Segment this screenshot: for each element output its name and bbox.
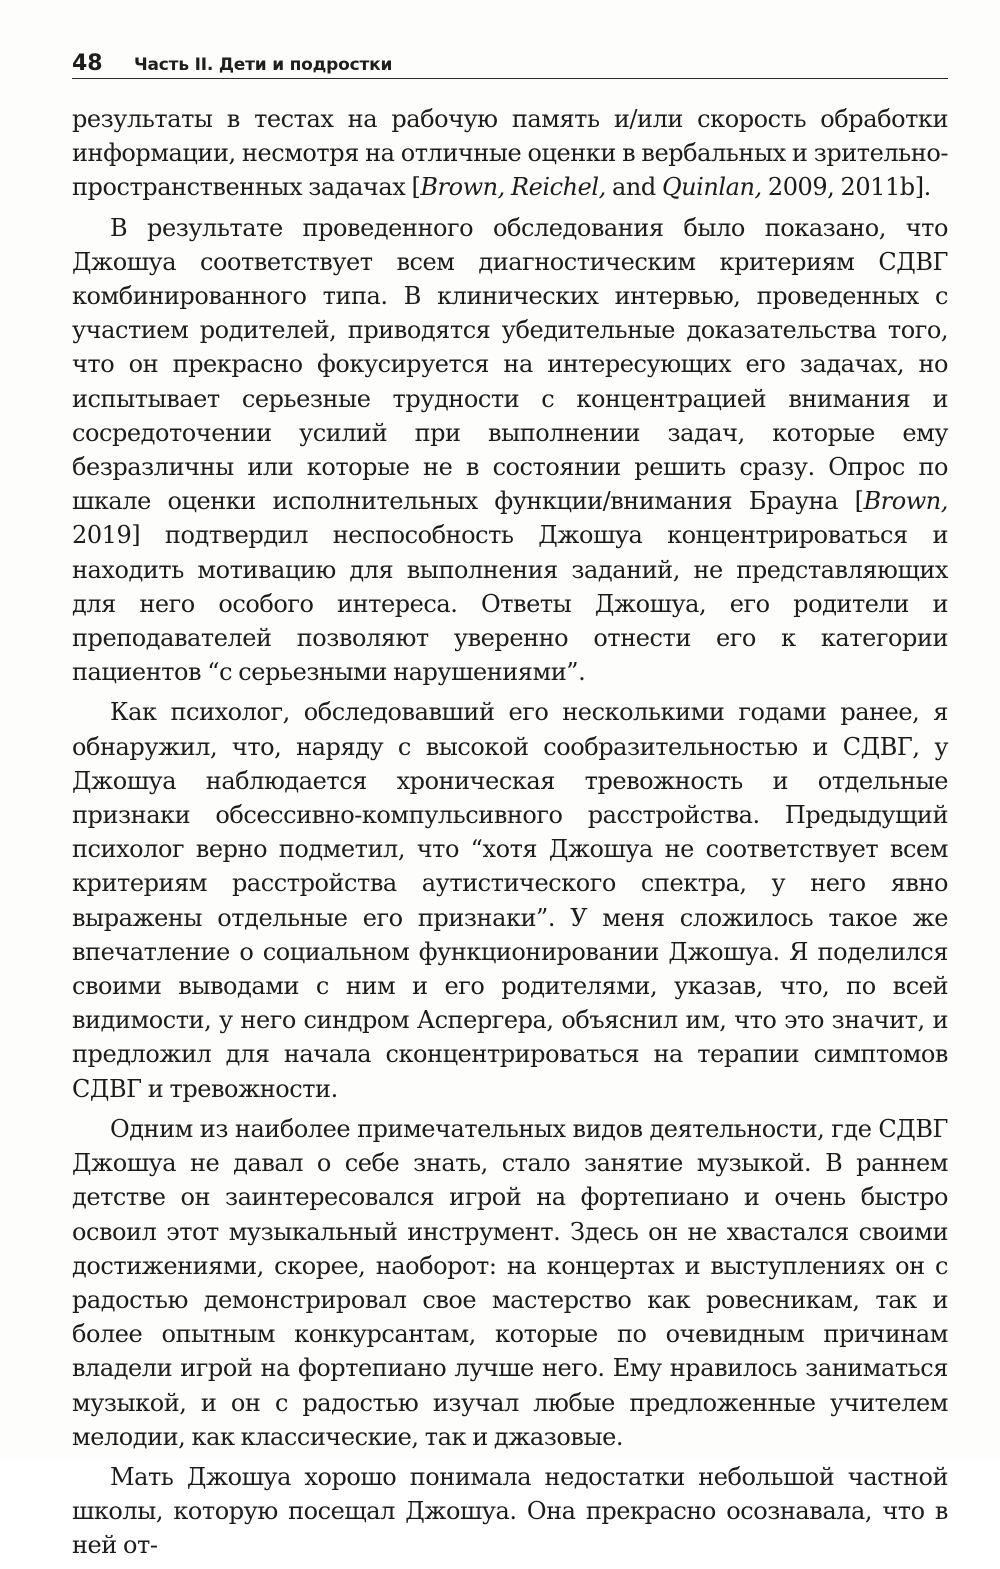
citation-authors-1: Brown, Reichel, — [420, 173, 606, 202]
citation-years: 2009, 2011b]. — [761, 173, 931, 202]
paragraph-1-text: результаты в тестах на рабочую память и/или скорость обработки информации, несмотря на отличные оценки в вербальных и зрительно-пространственных задачах [ — [72, 105, 948, 202]
paragraph-1 — [72, 102, 948, 205]
chapter-title: Часть II. Дети и подростки — [134, 55, 393, 75]
running-header — [72, 52, 948, 79]
citation-authors-2: Quinlan, — [661, 173, 762, 202]
page-number: 48 — [72, 51, 103, 76]
paragraph-5: Мать Джошуа хорошо понимала недостатки небольшой частной школы, которую посещал Джошуа. Она прекрасно осознавала, что в ней от- — [72, 1462, 948, 1560]
paragraph-2-text-end: 2019] подтвердил неспособность Джошуа концентрироваться и находить мотивацию для выполнения заданий, не представляющих для него особого интереса. Ответы Джошуа, его родители и преподавателей позволяют уверенно отнести его к категории пациентов “с серьезными нарушениями”. — [72, 521, 948, 687]
body-text — [72, 102, 948, 1569]
citation-author: Brown, — [863, 487, 948, 516]
paragraph-2 — [72, 211, 948, 690]
paragraph-3: Как психолог, обследовавший его несколькими годами ранее, я обнаружил, что, наряду с высокой сообразительностью и СДВГ, у Джошуа наблюдается хроническая тревожность и отдельные признаки обсессивно-компульсивного расстройства. Предыдущий психолог верно подметил, что “хотя Джошуа не соответствует всем критериям расстройства аутистического спектра, у него явно выражены отдельные его признаки”. У меня сложилось такое же впечатление о социальном функционировании Джошуа. Я поделился своими выводами с ним и его родителями, указав, что, по всей видимости, у него синдром Аспергера, объяснил им, что это значит, и предложил для начала сконцентрироваться на терапии симптомов СДВГ и тревожности. — [72, 698, 948, 1103]
citation-and: and — [605, 173, 662, 202]
paragraph-2-text: В результате проведенного обследования было показано, что Джошуа соответствует всем диагностическим критериям СДВГ комбинированного типа. В клинических интервью, проведенных с участием родителей, приводятся убедительные доказательства того, что он прекрасно фокусируется на интересующих его задачах, но испытывает серьезные трудности с концентрацией внимания и сосредоточении усилий при выполнении задач, которые ему безразличны или которые не в состоянии решить сразу. Опрос по шкале оценки исполнительных функции/внимания Брауна [ — [72, 213, 948, 516]
paragraph-4: Одним из наиболее примечательных видов деятельности, где СДВГ Джошуа не давал о себе знать, стало занятие музыкой. В раннем детстве он заинтересовался игрой на фортепиано и очень быстро освоил этот музыкальный инструмент. Здесь он не хвастался своими достижениями, скорее, наоборот: на концертах и выступлениях он с радостью демонстрировал свое мастерство как ровесникам, так и более опытным конкурсантам, которые по очевидным причинам владели игрой на фортепиано лучше него. Ему нравилось заниматься музыкой, и он с радостью изучал любые предложенные учителем мелодии, как классические, так и джазовые. — [72, 1114, 948, 1451]
